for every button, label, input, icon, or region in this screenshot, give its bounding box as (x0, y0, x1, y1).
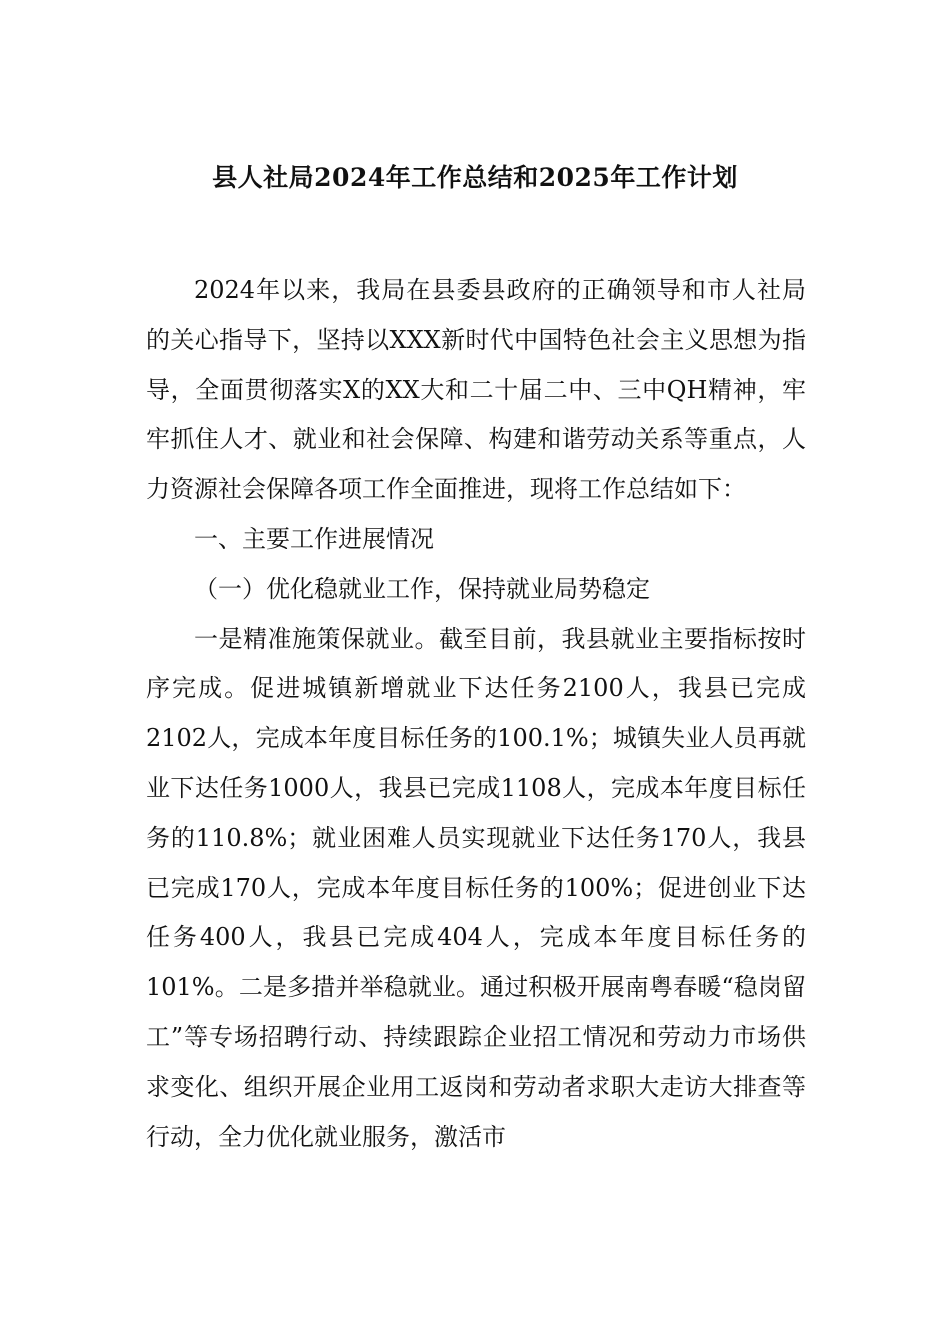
employment-paragraph: 一是精准施策保就业。截至目前，我县就业主要指标按时序完成。促进城镇新增就业下达任务2100人，我县已完成2102人，完成本年度目标任务的100.1%；城镇失业人员再就业下达任务1000人，我县已完成1108人，完成本年度目标任务的110.8%；就业困难人员实现就业下达任务170人，我县已完成170人，完成本年度目标任务的100%；促进创业下达任务400人，我县已完成404人，完成本年度目标任务的101%。二是多措并举稳就业。通过积极开展南粤春暖“稳岗留工”等专场招聘行动、持续跟踪企业招工情况和劳动力市场供求变化、组织开展企业用工返岗和劳动者求职大走访大排查等行动，全力优化就业服务，激活市 (146, 624, 806, 1151)
document-body (146, 266, 806, 1162)
subsection-heading: （一）优化稳就业工作，保持就业局势稳定 (194, 574, 650, 603)
document-title: 县人社局2024年工作总结和2025年工作计划 (212, 163, 738, 192)
intro-paragraph: 2024年以来，我局在县委县政府的正确领导和市人社局的关心指导下，坚持以XXX新时代中国特色社会主义思想为指导，全面贯彻落实X的XX大和二十届二中、三中QH精神，牢牢抓住人才、就业和社会保障、构建和谐劳动关系等重点，人力资源社会保障各项工作全面推进，现将工作总结如下： (146, 276, 806, 504)
section-heading: 一、主要工作进展情况 (194, 524, 434, 553)
